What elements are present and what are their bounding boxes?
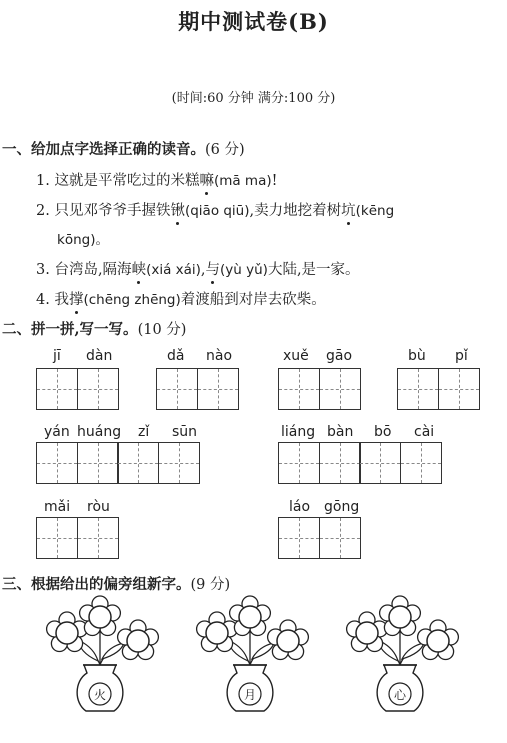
writing-cell[interactable] — [77, 368, 119, 410]
flowerpot-heart — [347, 596, 459, 711]
writing-grid[interactable] — [278, 517, 361, 559]
pinyin-label: dàn — [86, 348, 113, 364]
writing-cell[interactable] — [359, 442, 401, 484]
writing-cell[interactable] — [278, 517, 320, 559]
pinyin-label: láo — [289, 499, 311, 515]
pinyin-label: cài — [414, 424, 435, 440]
radical-label: 心 — [393, 688, 407, 702]
writing-cell[interactable] — [397, 368, 439, 410]
writing-cell[interactable] — [438, 368, 480, 410]
pinyin-label: liáng — [281, 424, 316, 440]
pinyin-label: gōng — [324, 499, 360, 515]
writing-cell[interactable] — [319, 368, 361, 410]
pinyin-label: yán — [44, 424, 70, 440]
flowerpot-illustrations — [0, 595, 507, 740]
writing-cell[interactable] — [278, 442, 320, 484]
writing-cell[interactable] — [319, 442, 361, 484]
page-title: 期中测试卷(B) — [178, 9, 329, 34]
section-2-heading: 二、拼一拼,写一写。(10 分) — [2, 321, 187, 338]
pinyin-label: pǐ — [455, 348, 468, 364]
pinyin-label: huáng — [77, 424, 122, 440]
pinyin-label: zǐ — [138, 424, 150, 440]
pinyin-label: bō — [374, 424, 392, 440]
pinyin-label: mǎi — [44, 499, 71, 515]
writing-grid[interactable] — [397, 368, 480, 410]
pinyin-label: xuě — [283, 348, 309, 364]
question-1-2-continued: kōng)。 — [57, 232, 109, 248]
pinyin-label: sūn — [172, 424, 198, 440]
writing-grid[interactable] — [36, 368, 119, 410]
pinyin-label: ròu — [87, 499, 110, 515]
pinyin-label: bàn — [327, 424, 354, 440]
writing-cell[interactable] — [158, 442, 200, 484]
question-1-2: 2. 只见邓爷爷手握铁锹(qiāo qiū),卖力地挖着树坑(kēng — [36, 199, 394, 220]
pinyin-label: bù — [408, 348, 426, 364]
exam-meta: (时间:60 分钟 满分:100 分) — [171, 91, 336, 106]
writing-cell[interactable] — [156, 368, 198, 410]
flowerpot-moon — [197, 596, 309, 711]
writing-grid[interactable] — [36, 517, 119, 559]
question-1-3: 3. 台湾岛,隔海峡(xiá xái),与(yù yǔ)大陆,是一家。 — [36, 258, 360, 279]
question-1-1: 1. 这就是平常吃过的米糕嘛(mā ma)! — [36, 169, 277, 190]
writing-cell[interactable] — [319, 517, 361, 559]
writing-cell[interactable] — [77, 442, 119, 484]
section-3-heading: 三、根据给出的偏旁组新字。(9 分) — [2, 576, 231, 593]
section-1-heading: 一、给加点字选择正确的读音。(6 分) — [2, 141, 245, 158]
radical-label: 月 — [243, 688, 257, 702]
writing-cell[interactable] — [77, 517, 119, 559]
pinyin-label: jī — [53, 348, 61, 364]
writing-grid[interactable] — [278, 442, 442, 484]
writing-grid[interactable] — [36, 442, 200, 484]
question-1-4: 4. 我撑(chēng zhēng)着渡船到对岸去砍柴。 — [36, 288, 326, 309]
writing-cell[interactable] — [36, 442, 78, 484]
writing-cell[interactable] — [197, 368, 239, 410]
writing-grid[interactable] — [156, 368, 239, 410]
writing-grid[interactable] — [278, 368, 361, 410]
writing-cell[interactable] — [36, 368, 78, 410]
pinyin-label: gāo — [326, 348, 353, 364]
writing-cell[interactable] — [117, 442, 159, 484]
pinyin-label: dǎ — [167, 348, 185, 364]
writing-cell[interactable] — [36, 517, 78, 559]
pinyin-label: nào — [206, 348, 233, 364]
flowerpot-fire — [47, 596, 159, 711]
writing-cell[interactable] — [400, 442, 442, 484]
radical-label: 火 — [93, 688, 107, 702]
writing-cell[interactable] — [278, 368, 320, 410]
